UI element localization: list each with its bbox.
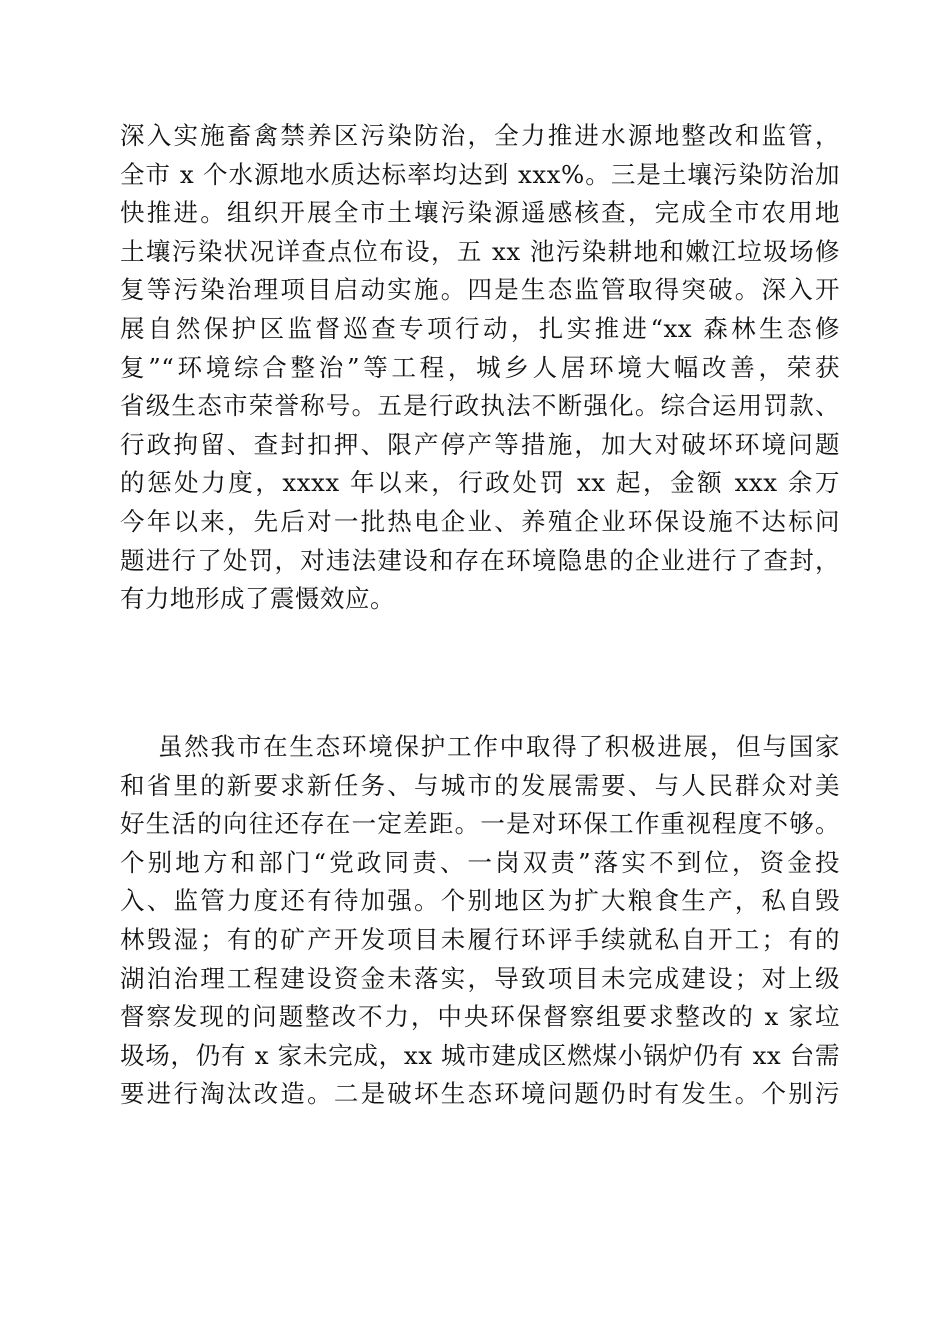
paragraph-line: 题进行了处罚，对违法建设和存在环境隐患的企业进行了查封， [120,545,840,575]
paragraph-line: 有力地形成了震慑效应。 [120,584,395,614]
paragraph-line: 圾场，仍有 x 家未完成，xx 城市建成区燃煤小锅炉仍有 xx 台需 [120,1040,840,1070]
paragraph-line: 湖泊治理工程建设资金未落实，导致项目未完成建设；对上级 [120,963,840,993]
paragraph-line: 复”“环境综合整治”等工程，城乡人居环境大幅改善，荣获 [120,352,840,382]
paragraph-line: 快推进。组织开展全市土壤污染源遥感核查，完成全市农用地 [120,198,840,228]
paragraph-line: 入、监管力度还有待加强。个别地区为扩大粮食生产，私自毁 [120,886,840,916]
paragraph-line: 虽然我市在生态环境保护工作中取得了积极进展，但与国家 [158,732,840,761]
paragraph-line: 深入实施畜禽禁养区污染防治，全力推进水源地整改和监管， [120,121,840,150]
paragraph-line: 行政拘留、查封扣押、限产停产等措施，加大对破坏环境问题 [120,429,840,459]
paragraph-line: 个别地方和部门“党政同责、一岗双责”落实不到位，资金投 [120,847,840,877]
paragraph-line: 省级生态市荣誉称号。五是行政执法不断强化。综合运用罚款、 [120,391,840,421]
paragraph-line: 要进行淘汰改造。二是破坏生态环境问题仍时有发生。个别污 [120,1079,840,1109]
paragraph-line: 好生活的向往还存在一定差距。一是对环保工作重视程度不够。 [120,809,840,839]
paragraph-2 [120,728,840,1114]
paragraph-1 [120,117,840,619]
paragraph-line: 今年以来，先后对一批热电企业、养殖企业环保设施不达标问 [120,506,840,536]
paragraph-line: 复等污染治理项目启动实施。四是生态监管取得突破。深入开 [120,275,840,305]
paragraph-line: 土壤污染状况详查点位布设，五 xx 池污染耕地和嫩江垃圾场修 [120,236,840,266]
paragraph-line: 全市 x 个水源地水质达标率均达到 xxx%。三是土壤污染防治加 [120,159,840,189]
paragraph-line: 展自然保护区监督巡查专项行动，扎实推进“xx 森林生态修 [120,313,840,343]
paragraph-line: 和省里的新要求新任务、与城市的发展需要、与人民群众对美 [120,770,840,800]
paragraph-line: 的惩处力度，xxxx 年以来，行政处罚 xx 起，金额 xxx 余万 [120,468,840,498]
paragraph-line: 林毁湿；有的矿产开发项目未履行环评手续就私自开工；有的 [120,924,840,954]
paragraph-line: 督察发现的问题整改不力，中央环保督察组要求整改的 x 家垃 [120,1002,840,1032]
